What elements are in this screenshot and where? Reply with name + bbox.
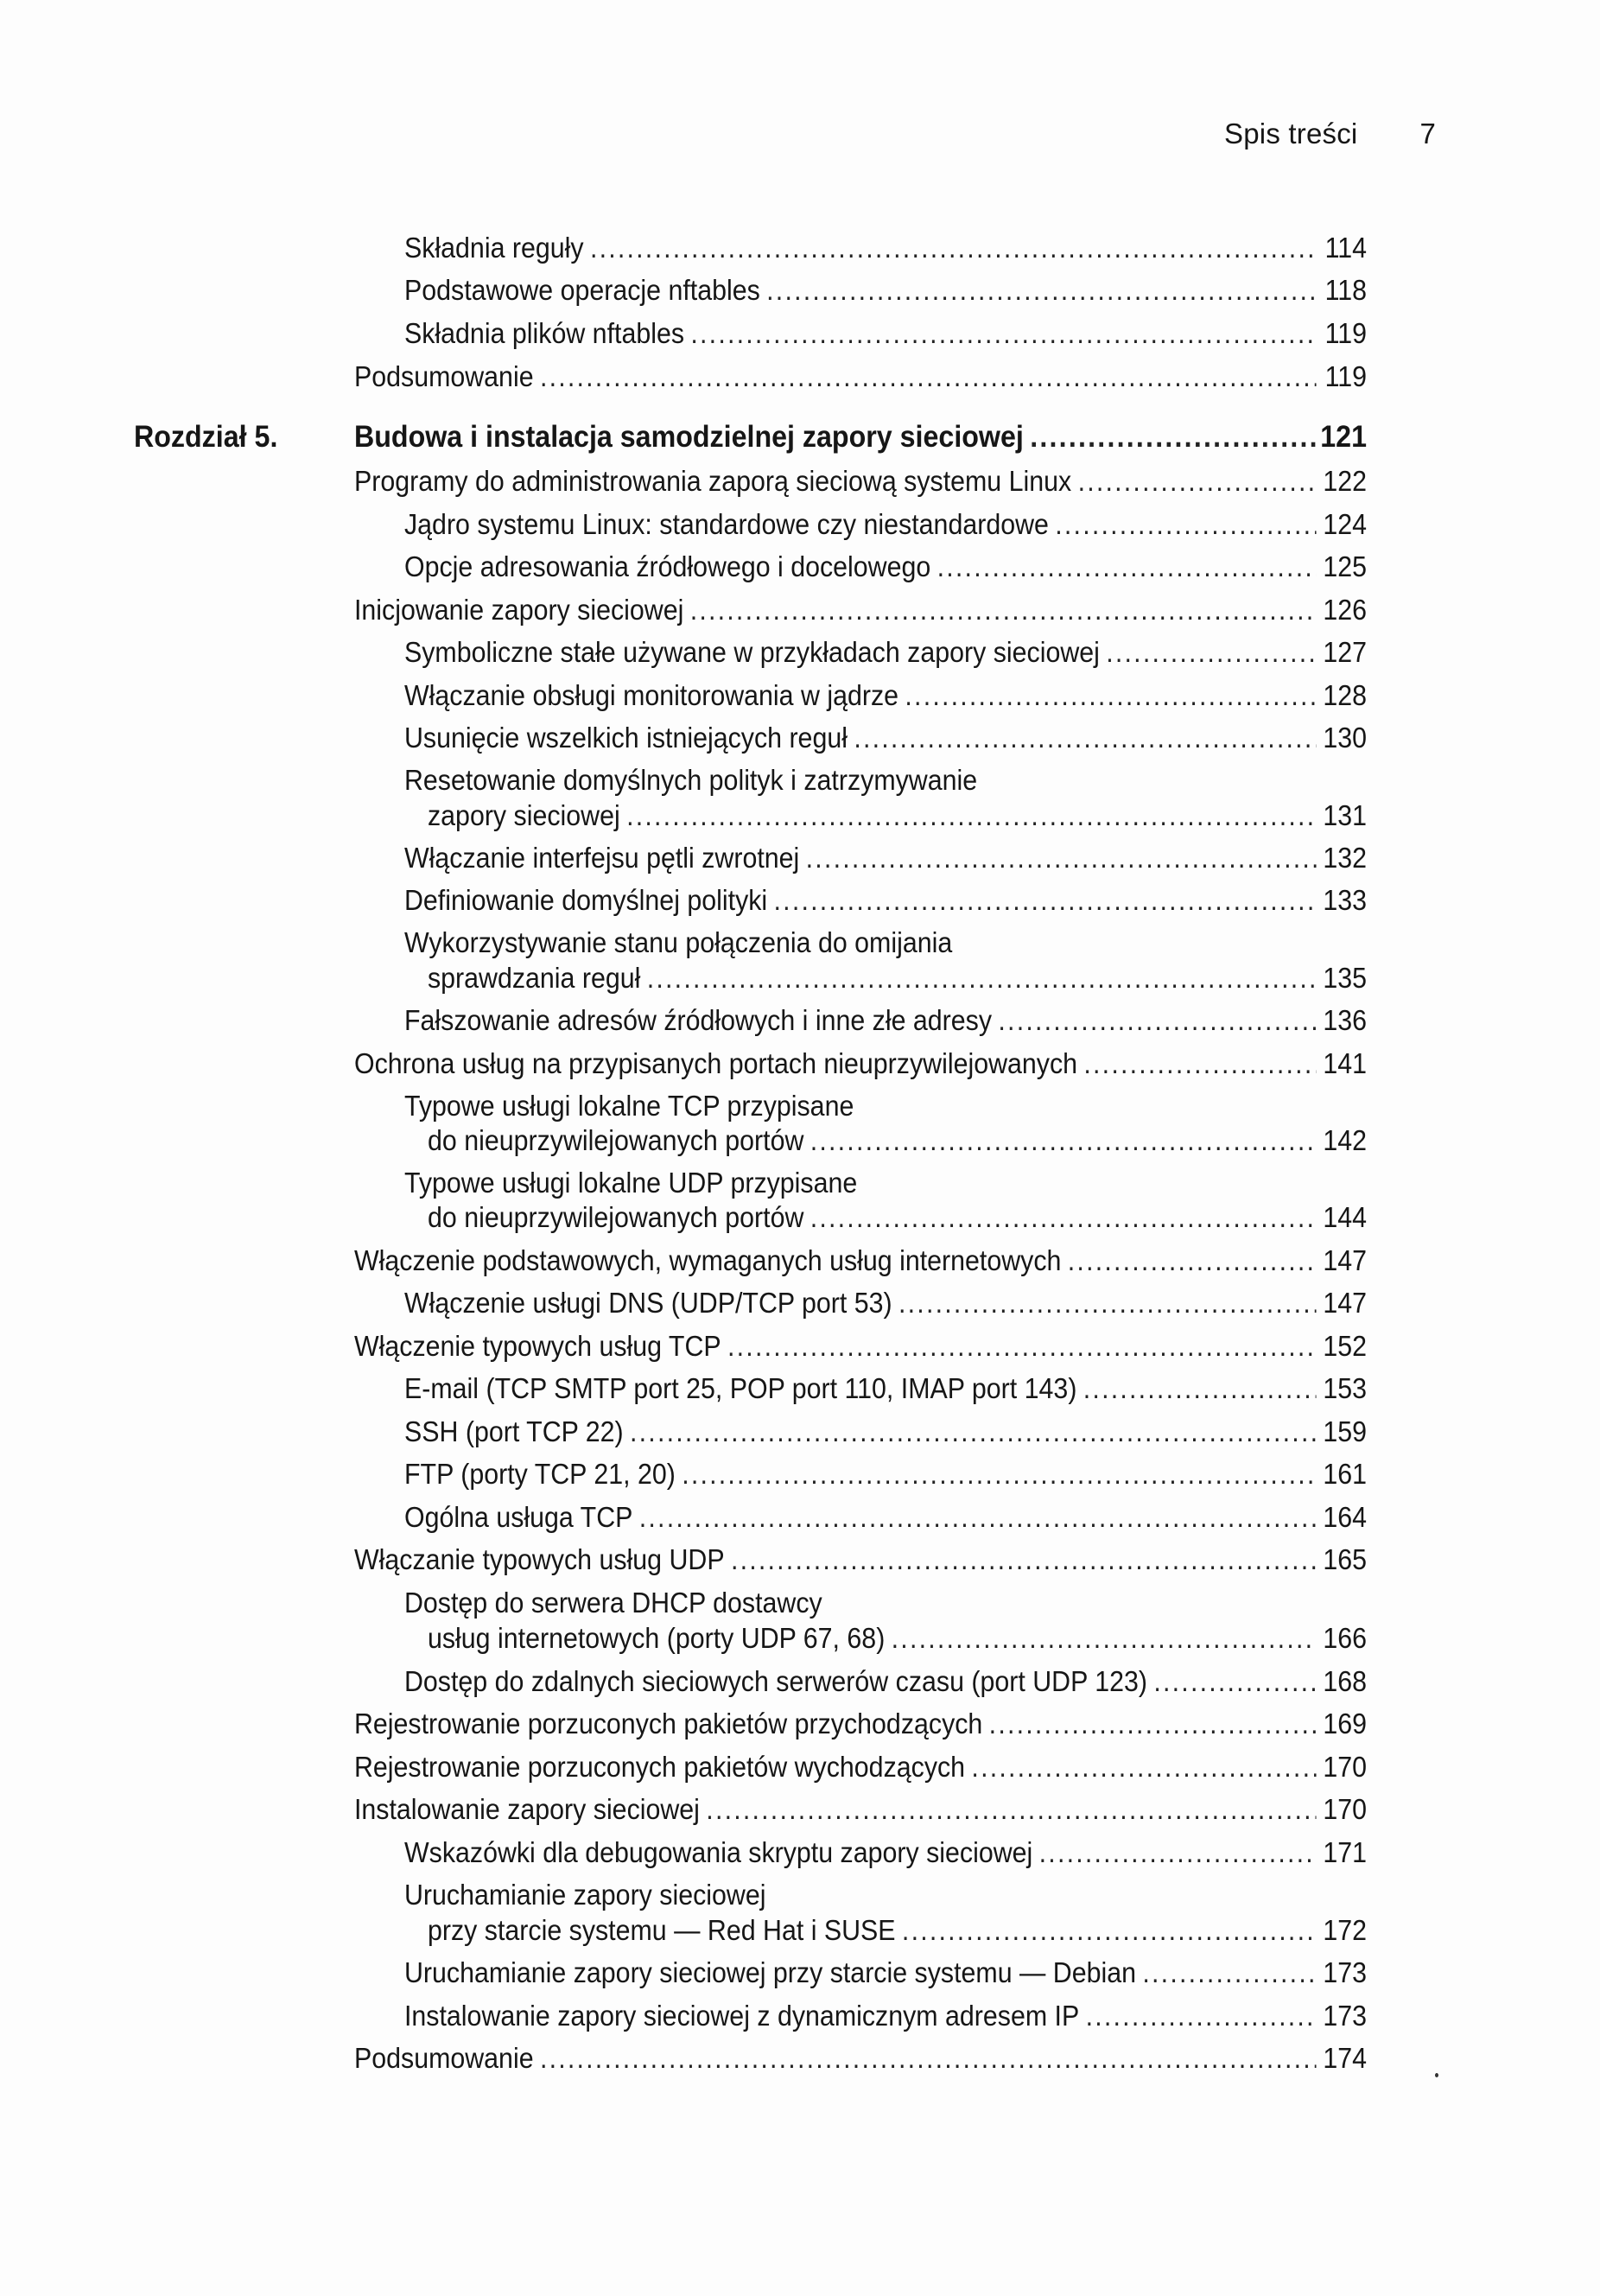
toc-entry-title: Rejestrowanie porzuconych pakietów przychodzących xyxy=(353,1708,983,1739)
dot-leader xyxy=(1030,417,1316,458)
dot-leader xyxy=(902,1910,1316,1951)
dot-leader xyxy=(774,880,1317,921)
toc-entry-title: Symboliczne stałe używane w przykładach zapory sieciowej xyxy=(403,636,1100,668)
section-title: Spis treści xyxy=(1224,118,1358,149)
toc-entry[interactable] xyxy=(0,1746,1600,1788)
dot-leader xyxy=(1083,1368,1316,1409)
toc-entry[interactable] xyxy=(0,837,1600,879)
toc-entry[interactable] xyxy=(0,1661,1600,1702)
toc-entry[interactable] xyxy=(0,1703,1600,1745)
toc-entry-page: 125 xyxy=(1323,550,1367,582)
toc-entry-title: Ogólna usługa TCP xyxy=(403,1501,633,1533)
toc-entry[interactable] xyxy=(0,1326,1600,1367)
toc-entry[interactable] xyxy=(0,1411,1600,1453)
dot-leader xyxy=(639,1497,1316,1538)
dot-leader xyxy=(706,1789,1316,1830)
toc-entry-title: Instalowanie zapory sieciowej xyxy=(353,1793,700,1825)
toc-entry-title: Definiowanie domyślnej polityki xyxy=(403,884,768,916)
toc-entry-page: 173 xyxy=(1323,1956,1367,1988)
toc-entry-page: 153 xyxy=(1323,1372,1367,1404)
dot-leader xyxy=(937,546,1316,588)
toc-entry-page: 136 xyxy=(1323,1004,1367,1036)
toc-entry-title: Włączanie typowych usług UDP xyxy=(353,1543,725,1575)
toc-entry[interactable] xyxy=(0,632,1600,673)
toc-entry-title: Usunięcie wszelkich istniejących reguł xyxy=(403,722,848,754)
chapter-title: Budowa i instalacja samodzielnej zapory sieciowej xyxy=(353,420,1024,454)
toc-entry[interactable] xyxy=(0,795,1600,836)
toc-entry[interactable] xyxy=(0,1368,1600,1409)
toc-entry[interactable] xyxy=(0,356,1600,398)
toc-entry-page: 141 xyxy=(1323,1047,1367,1079)
toc-entry-title: Instalowanie zapory sieciowej z dynamicznym adresem IP xyxy=(403,2000,1080,2032)
toc-entry-title: Składnia reguły xyxy=(403,232,584,264)
toc-entry-title: Włączanie interfejsu pętli zwrotnej xyxy=(403,842,800,874)
toc-entry-page: 131 xyxy=(1323,799,1367,831)
toc-entry-title: Wskazówki dla debugowania skryptu zapory sieciowej xyxy=(403,1836,1033,1868)
toc-entry-title-line1: Dostęp do serwera DHCP dostawcy xyxy=(403,1587,822,1619)
toc-entry-title: do nieuprzywilejowanych portów xyxy=(427,1201,804,1233)
toc-entry-page: 127 xyxy=(1323,636,1367,668)
toc-entry[interactable] xyxy=(0,1618,1600,1659)
dot-leader xyxy=(905,675,1316,716)
dot-leader xyxy=(766,270,1316,311)
dot-leader xyxy=(1086,1995,1317,2037)
dot-leader xyxy=(1039,1832,1316,1873)
toc-entry[interactable] xyxy=(0,461,1600,502)
dot-leader xyxy=(810,1120,1316,1161)
toc-entry[interactable] xyxy=(0,675,1600,716)
toc-entry-title: Włączenie typowych usług TCP xyxy=(353,1330,721,1362)
toc-entry-page: 169 xyxy=(1323,1708,1367,1739)
toc-entry-title-line1: Wykorzystywanie stanu połączenia do omijania xyxy=(403,926,953,958)
toc-entry-page: 118 xyxy=(1324,274,1367,306)
dot-leader xyxy=(682,1453,1316,1495)
toc-entry[interactable] xyxy=(0,1043,1600,1084)
toc-entry-title: Włączanie obsługi monitorowania w jądrze xyxy=(403,679,899,711)
dot-leader xyxy=(540,356,1316,398)
dot-leader xyxy=(647,957,1316,999)
scan-speck xyxy=(1435,2073,1438,2077)
toc-entry[interactable] xyxy=(0,227,1600,269)
toc-entry[interactable] xyxy=(0,1282,1600,1324)
dot-leader xyxy=(727,1326,1316,1367)
toc-entry-page: 132 xyxy=(1323,842,1367,874)
toc-entry[interactable] xyxy=(0,717,1600,759)
toc-entry[interactable] xyxy=(0,1120,1600,1161)
dot-leader xyxy=(892,1618,1316,1659)
toc-entry-title: Podstawowe operacje nftables xyxy=(403,274,760,306)
dot-leader xyxy=(1083,1043,1316,1084)
toc-entry-title: Podsumowanie xyxy=(353,2042,534,2074)
toc-entry-page: 147 xyxy=(1323,1287,1367,1319)
toc-entry-title: do nieuprzywilejowanych portów xyxy=(427,1124,804,1156)
toc-entry[interactable] xyxy=(0,313,1600,354)
dot-leader xyxy=(690,313,1316,354)
dot-leader xyxy=(1068,1240,1316,1282)
toc-entry[interactable] xyxy=(0,1995,1600,2037)
toc-entry-title: Opcje adresowania źródłowego i docelowego xyxy=(403,550,931,582)
dot-leader xyxy=(806,837,1316,879)
toc-entry-page: 133 xyxy=(1323,884,1367,916)
dot-leader xyxy=(1142,1952,1316,1994)
toc-entry-title: Dostęp do zdalnych sieciowych serwerów czasu (port UDP 123) xyxy=(403,1665,1148,1697)
toc-entry-page: 147 xyxy=(1323,1244,1367,1276)
dot-leader xyxy=(1078,461,1317,502)
toc-entry-page: 130 xyxy=(1323,722,1367,754)
toc-entry-title: Fałszowanie adresów źródłowych i inne złe adresy xyxy=(403,1004,993,1036)
toc-entry-page: 144 xyxy=(1323,1201,1367,1233)
toc-entry-title: Uruchamianie zapory sieciowej przy starcie systemu — Debian xyxy=(403,1956,1137,1988)
toc-entry-page: 142 xyxy=(1323,1124,1367,1156)
dot-leader xyxy=(540,2038,1316,2079)
dot-leader xyxy=(810,1197,1316,1238)
toc-entry-title: sprawdzania reguł xyxy=(427,962,641,994)
toc-entry[interactable] xyxy=(0,270,1600,311)
dot-leader xyxy=(690,589,1316,631)
toc-entry-page: 122 xyxy=(1323,465,1367,497)
toc-entry-page: 172 xyxy=(1323,1914,1367,1946)
dot-leader xyxy=(630,1411,1316,1453)
toc-entry-page: 159 xyxy=(1323,1415,1367,1447)
chapter-label: Rozdział 5. xyxy=(133,420,278,454)
toc-entry-page: 119 xyxy=(1324,360,1367,392)
dot-leader xyxy=(731,1539,1316,1580)
dot-leader xyxy=(898,1282,1316,1324)
toc-entry-page: 173 xyxy=(1323,2000,1367,2032)
toc-entry[interactable] xyxy=(0,1832,1600,1873)
toc-entry-page: 128 xyxy=(1323,679,1367,711)
toc-entry[interactable] xyxy=(0,1000,1600,1041)
toc-entry[interactable] xyxy=(0,1453,1600,1495)
toc-entry-page: 119 xyxy=(1324,317,1367,349)
toc-entry-page: 161 xyxy=(1323,1458,1367,1490)
dot-leader xyxy=(989,1703,1316,1745)
dot-leader xyxy=(971,1746,1316,1788)
toc-entry-page: 168 xyxy=(1323,1665,1367,1697)
toc-entry[interactable] xyxy=(0,1910,1600,1951)
toc-entry-page: 135 xyxy=(1323,962,1367,994)
toc-entry-title: Ochrona usług na przypisanych portach nieuprzywilejowanych xyxy=(353,1047,1078,1079)
dot-leader xyxy=(1106,632,1316,673)
chapter-heading[interactable] xyxy=(0,417,1600,458)
toc-entry-title: Inicjowanie zapory sieciowej xyxy=(353,594,684,626)
toc-entry-title-line1: Typowe usługi lokalne TCP przypisane xyxy=(403,1090,854,1122)
toc-entry[interactable] xyxy=(0,1240,1600,1282)
dot-leader xyxy=(1153,1661,1316,1702)
toc-entry-title: E-mail (TCP SMTP port 25, POP port 110, IMAP port 143) xyxy=(403,1372,1077,1404)
toc-entry-page: 114 xyxy=(1324,232,1367,264)
chapter-page: 121 xyxy=(1320,420,1367,454)
dot-leader xyxy=(590,227,1316,269)
dot-leader xyxy=(854,717,1316,759)
toc-entry[interactable] xyxy=(0,1952,1600,1994)
toc-entry-page: 166 xyxy=(1323,1622,1367,1654)
toc-entry-title: Włączenie podstawowych, wymaganych usług internetowych xyxy=(353,1244,1062,1276)
toc-entry-page: 170 xyxy=(1323,1793,1367,1825)
dot-leader xyxy=(1055,504,1316,545)
toc-entry[interactable] xyxy=(0,1197,1600,1238)
toc-entry-title: zapory sieciowej xyxy=(427,799,620,831)
toc-entry-title: Włączenie usługi DNS (UDP/TCP port 53) xyxy=(403,1287,892,1319)
toc-entry-title: przy starcie systemu — Red Hat i SUSE xyxy=(427,1914,896,1946)
toc-entry[interactable] xyxy=(0,504,1600,545)
toc-entry-title: FTP (porty TCP 21, 20) xyxy=(403,1458,676,1490)
toc-entry[interactable] xyxy=(0,2038,1600,2079)
toc-entry[interactable] xyxy=(0,1497,1600,1538)
dot-leader xyxy=(998,1000,1316,1041)
toc-entry-title-line1: Uruchamianie zapory sieciowej xyxy=(403,1879,766,1911)
toc-entry-title-line1: Resetowanie domyślnych polityk i zatrzymywanie xyxy=(403,764,978,796)
toc-entry-page: 165 xyxy=(1323,1543,1367,1575)
toc-entry-title: usług internetowych (porty UDP 67, 68) xyxy=(427,1622,886,1654)
page-number: 7 xyxy=(1419,118,1436,149)
toc-entry-title: SSH (port TCP 22) xyxy=(403,1415,624,1447)
toc-entry[interactable] xyxy=(0,957,1600,999)
toc-entry-page: 124 xyxy=(1323,508,1367,540)
toc-entry-page: 174 xyxy=(1323,2042,1367,2074)
toc-entry[interactable] xyxy=(0,546,1600,588)
toc-entry-page: 171 xyxy=(1323,1836,1367,1868)
toc-entry-title: Programy do administrowania zaporą sieciową systemu Linux xyxy=(353,465,1072,497)
toc-entry-page: 164 xyxy=(1323,1501,1367,1533)
toc-entry-page: 170 xyxy=(1323,1751,1367,1783)
toc-entry[interactable] xyxy=(0,1539,1600,1580)
toc-entry[interactable] xyxy=(0,1789,1600,1830)
running-head xyxy=(1224,118,1436,150)
toc-entry-title-line1: Typowe usługi lokalne UDP przypisane xyxy=(403,1167,858,1199)
toc-entry[interactable] xyxy=(0,589,1600,631)
toc-entry-page: 152 xyxy=(1323,1330,1367,1362)
dot-leader xyxy=(626,795,1316,836)
toc-entry-title: Jądro systemu Linux: standardowe czy niestandardowe xyxy=(403,508,1049,540)
toc-entry[interactable] xyxy=(0,880,1600,921)
toc-entry-title: Rejestrowanie porzuconych pakietów wychodzących xyxy=(353,1751,966,1783)
toc-entry-title: Składnia plików nftables xyxy=(403,317,685,349)
toc-entry-title: Podsumowanie xyxy=(353,360,534,392)
toc-entry-page: 126 xyxy=(1323,594,1367,626)
